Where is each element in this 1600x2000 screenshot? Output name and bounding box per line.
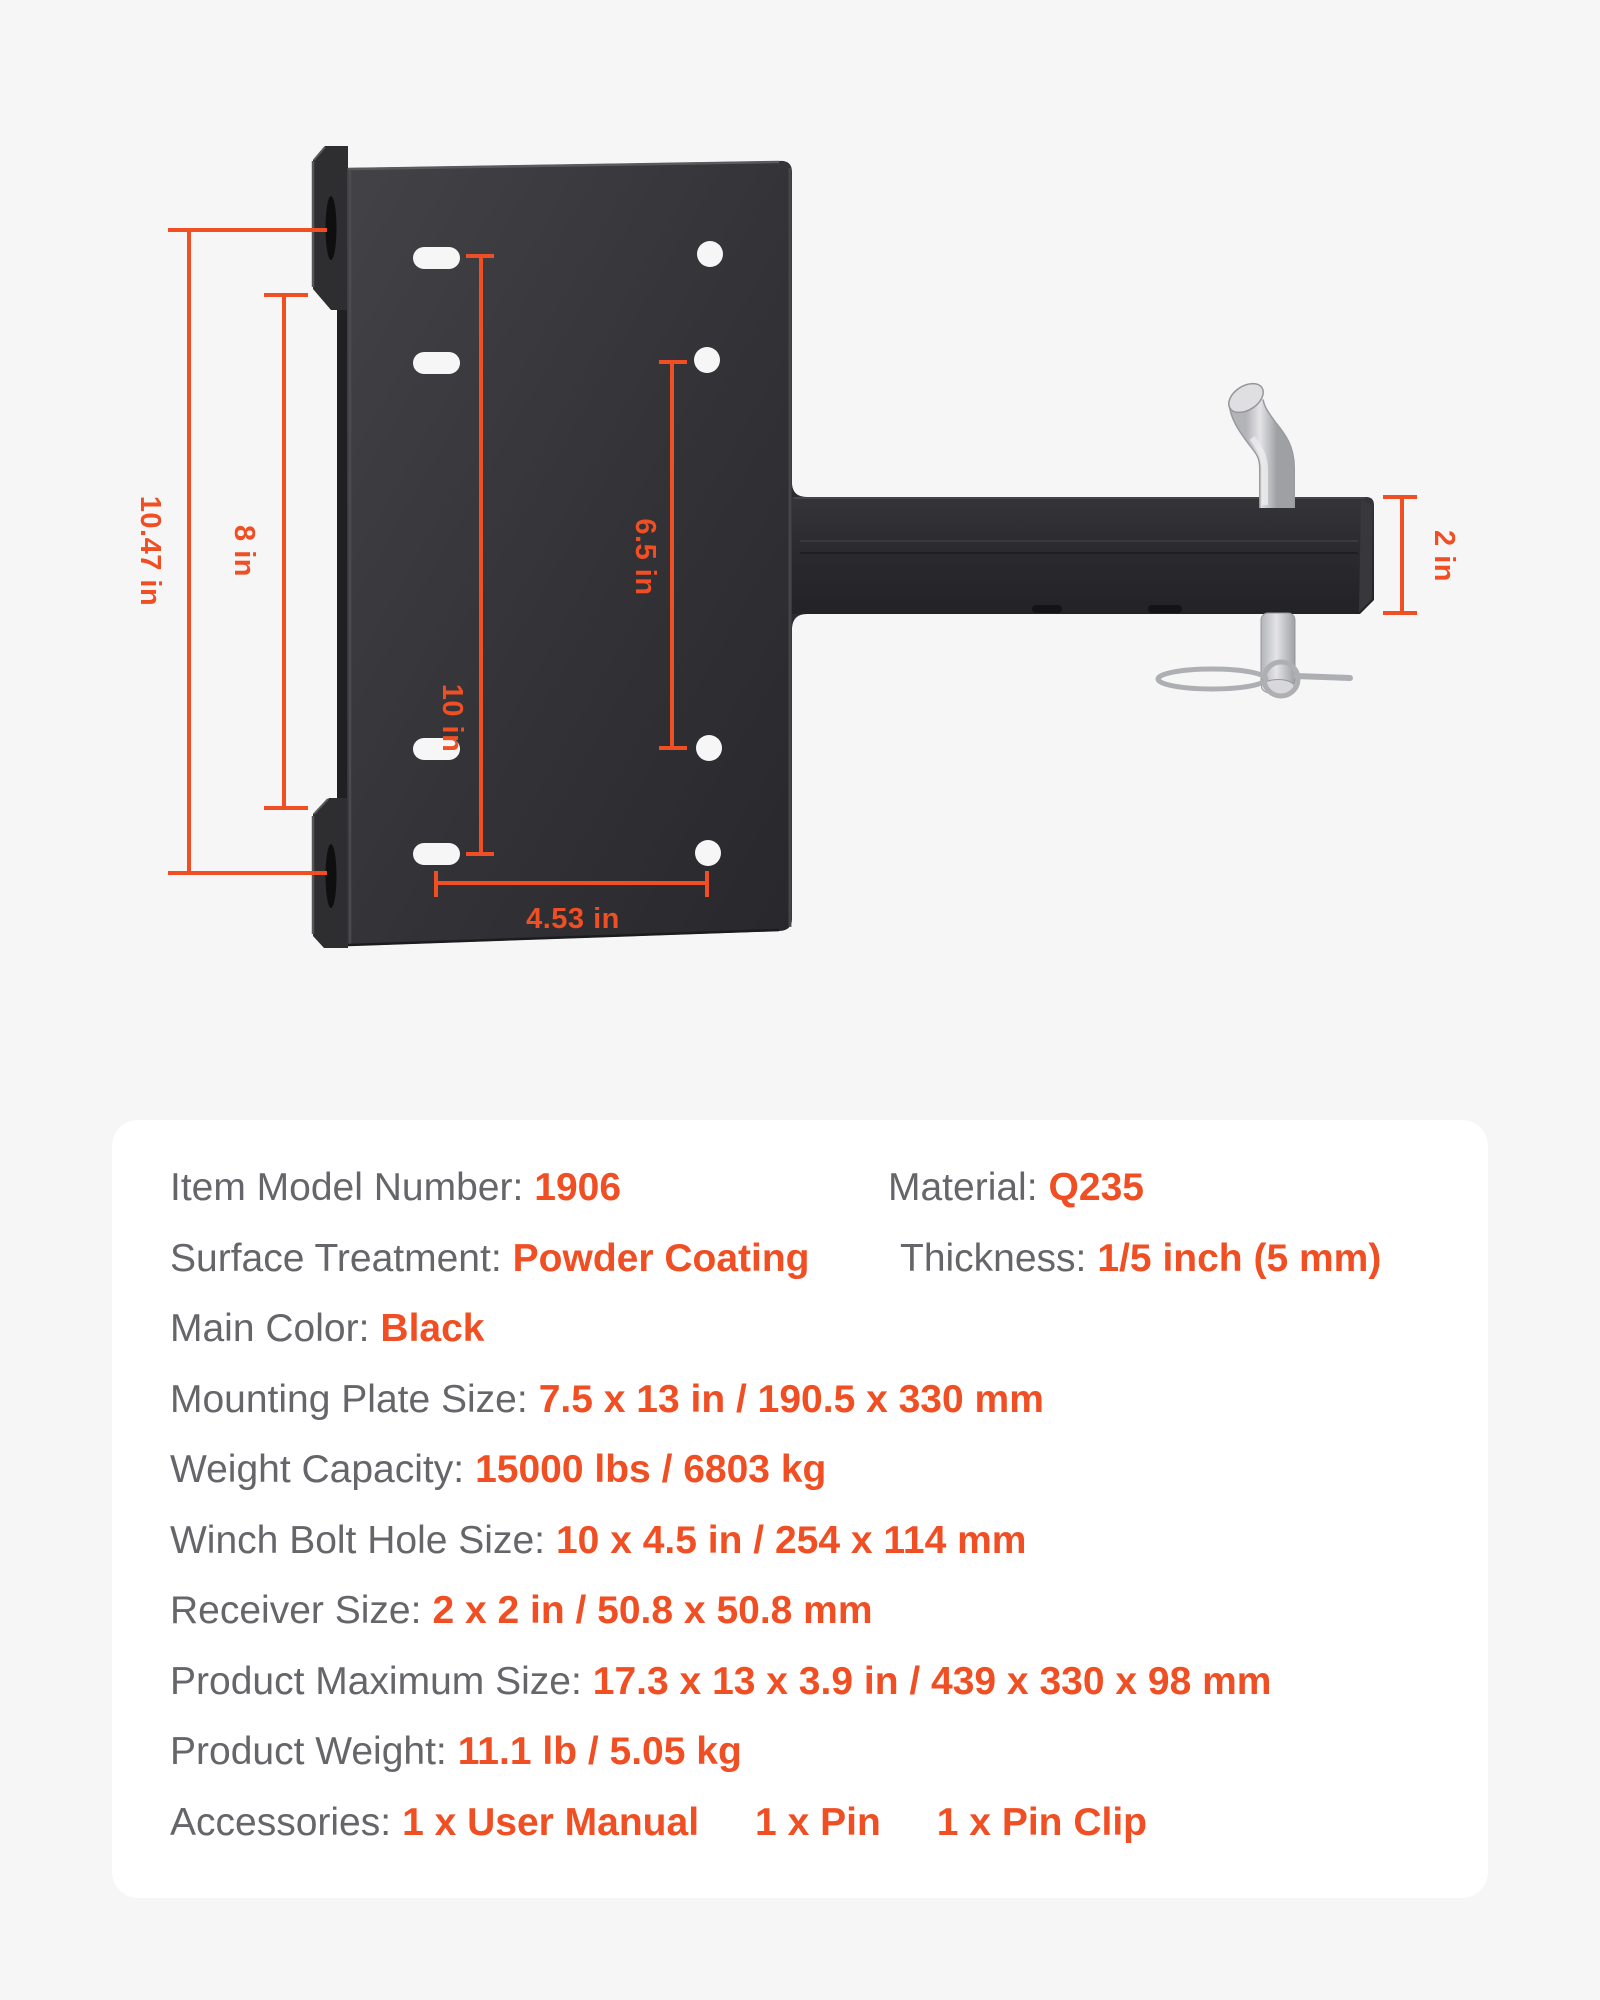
bolt-hole-round: [694, 347, 720, 373]
bolt-hole-round: [695, 840, 721, 866]
spec-label: Material:: [888, 1166, 1038, 1209]
flange-bolt-hole-bottom: [326, 844, 337, 908]
spec-label: Item Model Number:: [170, 1166, 524, 1209]
spec-value: 7.5 x 13 in / 190.5 x 330 mm: [538, 1378, 1044, 1421]
pin-clip: [1158, 662, 1350, 696]
flange-bolt-hole-top: [326, 196, 337, 260]
spec-row-model-material: [170, 1164, 1448, 1212]
bolt-hole-slot: [413, 247, 460, 269]
spec-row-product-weight: [170, 1728, 1448, 1776]
spec-label: Product Maximum Size:: [170, 1660, 582, 1703]
spec-row-receiver-size: [170, 1587, 1448, 1635]
spec-value: 1906: [534, 1166, 622, 1209]
tube-pin-hole: [1148, 605, 1182, 613]
dim-label-receiver-height: 2 in: [1428, 530, 1460, 582]
spec-value: 1/5 inch (5 mm): [1097, 1237, 1382, 1280]
spec-row-accessories: [170, 1799, 1448, 1847]
spec-row-product-maximum-size: [170, 1658, 1448, 1706]
dim-label-bolt-span-width: 4.53 in: [526, 903, 620, 935]
spec-label: Mounting Plate Size:: [170, 1378, 528, 1421]
bolt-hole-round: [697, 241, 723, 267]
dim-label-bolt-span-long: 10 in: [436, 683, 468, 753]
spec-value: 2 x 2 in / 50.8 x 50.8 mm: [432, 1589, 873, 1632]
spec-value: Powder Coating: [512, 1237, 810, 1280]
spec-label: Product Weight:: [170, 1730, 447, 1773]
spec-row-main-color: [170, 1305, 1448, 1353]
spec-value: Black: [380, 1307, 485, 1350]
spec-value: 10 x 4.5 in / 254 x 114 mm: [555, 1519, 1027, 1562]
spec-row-winch-bolt-hole-size: [170, 1517, 1448, 1565]
tube-pin-hole: [1032, 605, 1062, 613]
spec-label: Receiver Size:: [170, 1589, 422, 1632]
bolt-hole-slot: [413, 352, 460, 374]
spec-value: 11.1 lb / 5.05 kg: [457, 1730, 742, 1773]
spec-label: Accessories:: [170, 1801, 392, 1844]
spec-value: Q235: [1048, 1166, 1144, 1209]
bolt-hole-round: [696, 735, 722, 761]
spec-value: 1 x User Manual: [402, 1801, 700, 1844]
spec-label: Winch Bolt Hole Size:: [170, 1519, 545, 1562]
spec-label: Surface Treatment:: [170, 1237, 502, 1280]
dimension-side-hole-spacing: [264, 295, 308, 808]
dimension-receiver-height: [1383, 497, 1417, 613]
spec-value: 1 x Pin Clip: [936, 1801, 1147, 1844]
mounting-flange: [313, 146, 348, 948]
spec-row-mounting-plate-size: [170, 1376, 1448, 1424]
spec-label: Thickness:: [900, 1237, 1087, 1280]
spec-row-surface-thickness: [170, 1235, 1448, 1283]
dim-label-overall-height: 10.47 in: [134, 495, 166, 607]
spec-card: [112, 1120, 1488, 1898]
bolt-hole-slot: [413, 843, 460, 865]
mounting-plate: [347, 161, 792, 946]
dim-label-side-hole-spacing: 8 in: [228, 525, 260, 577]
spec-label: Main Color:: [170, 1307, 370, 1350]
tube-end-face: [1359, 500, 1372, 612]
spec-value: 17.3 x 13 x 3.9 in / 439 x 330 x 98 mm: [592, 1660, 1272, 1703]
spec-row-weight-capacity: [170, 1446, 1448, 1494]
spec-value: 15000 lbs / 6803 kg: [475, 1448, 827, 1491]
dim-label-bolt-span-short: 6.5 in: [629, 518, 661, 596]
spec-value: 1 x Pin: [755, 1801, 881, 1844]
spec-label: Weight Capacity:: [170, 1448, 465, 1491]
